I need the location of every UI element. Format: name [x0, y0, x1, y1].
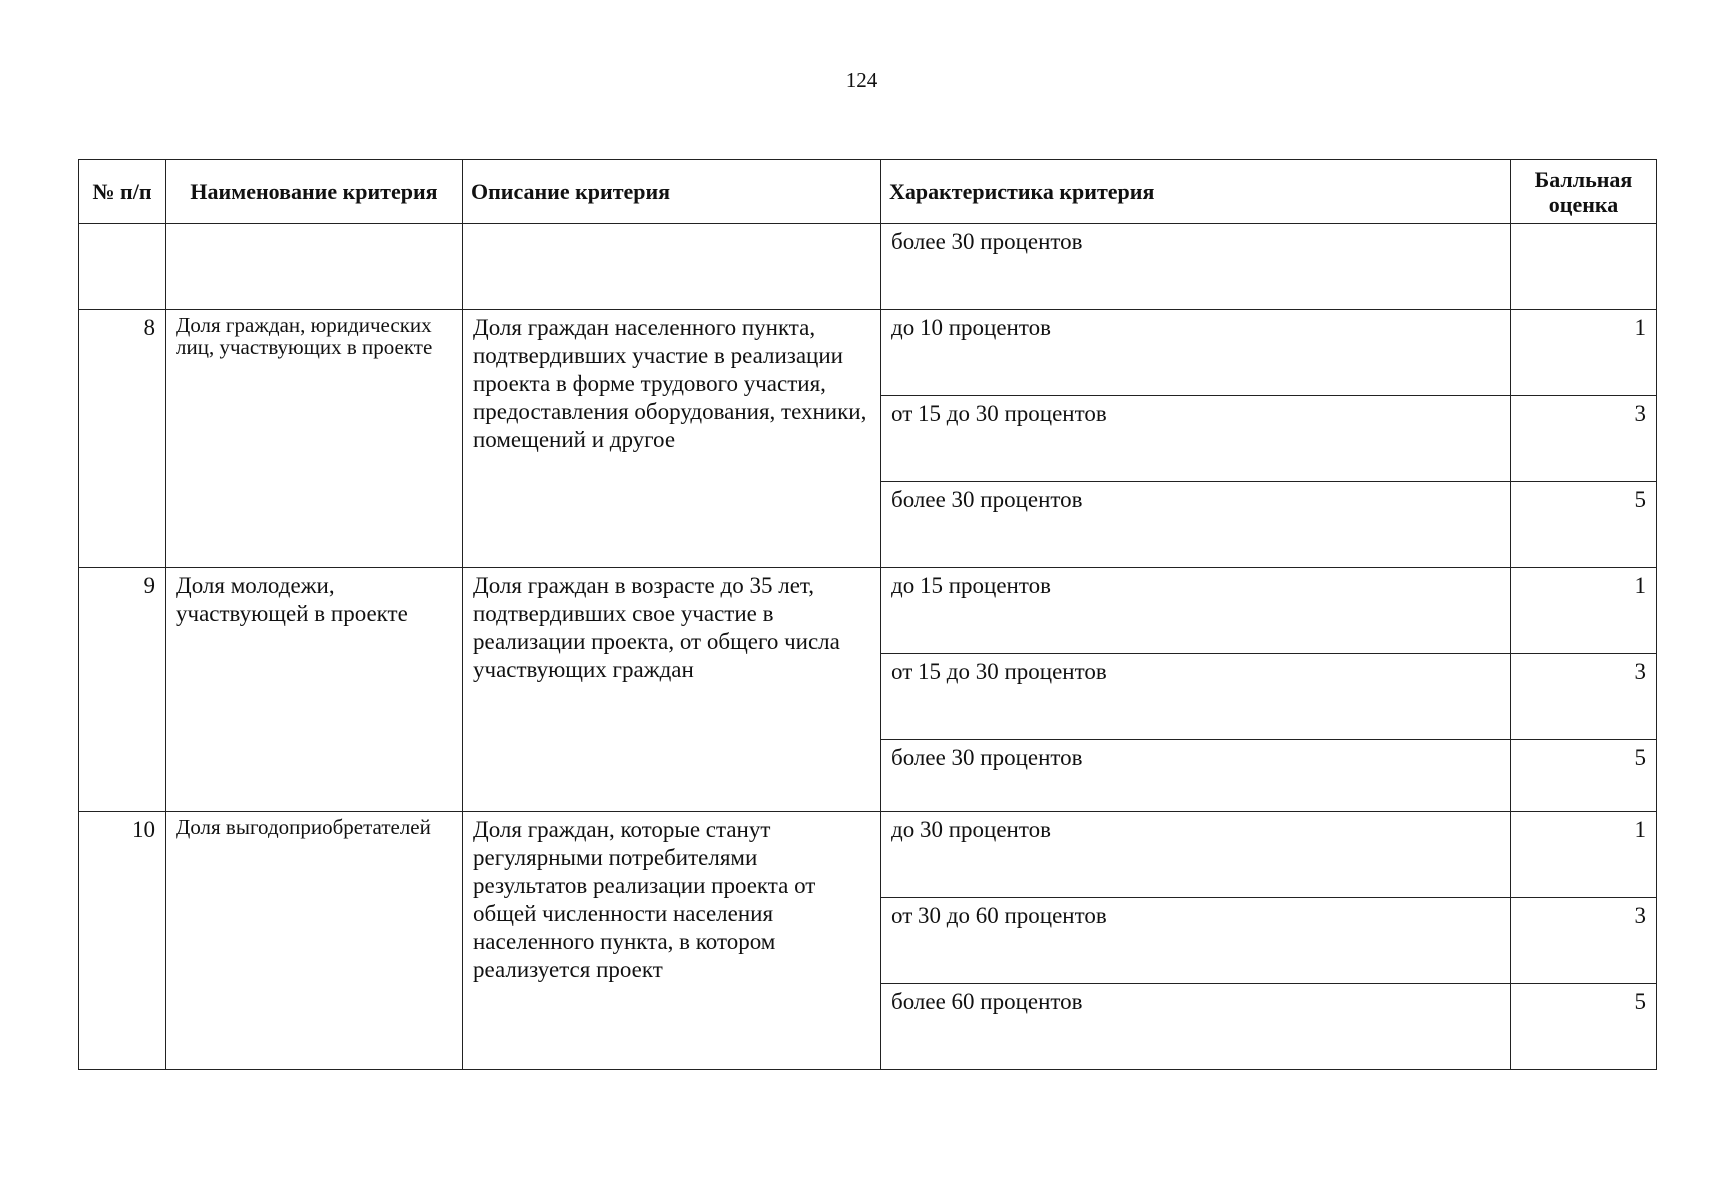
table-row: [79, 568, 1657, 654]
cell-num: 8: [79, 310, 166, 568]
criteria-table: [78, 159, 1657, 1070]
cell-num: 9: [79, 568, 166, 812]
cell-name: Доля выгодоприобретателей: [166, 812, 463, 1070]
cell-score: 3: [1511, 898, 1657, 984]
table-header-row: [79, 160, 1657, 224]
cell-empty: [79, 224, 166, 310]
header-num: № п/п: [79, 160, 166, 224]
cell-score: 3: [1511, 396, 1657, 482]
cell-description: Доля граждан населенного пункта, подтвердивших участие в реализации проекта в форме трудового участия, предоставления оборудования, техники, помещений и другое: [463, 310, 881, 568]
header-name: Наименование критерия: [166, 160, 463, 224]
table-row: [79, 224, 1657, 310]
cell-characteristic: более 30 процентов: [881, 740, 1511, 812]
cell-score: 5: [1511, 740, 1657, 812]
cell-description: Доля граждан, которые станут регулярными потребителями результатов реализации проекта от общей численности населения населенного пункта, в котором реализуется проект: [463, 812, 881, 1070]
cell-characteristic: до 10 процентов: [881, 310, 1511, 396]
cell-num: 10: [79, 812, 166, 1070]
cell-characteristic: от 30 до 60 процентов: [881, 898, 1511, 984]
cell-score: 5: [1511, 482, 1657, 568]
cell-characteristic: от 15 до 30 процентов: [881, 396, 1511, 482]
cell-score: 3: [1511, 654, 1657, 740]
cell-empty: [463, 224, 881, 310]
cell-empty: [1511, 224, 1657, 310]
cell-score: 5: [1511, 984, 1657, 1070]
page-number: 124: [845, 68, 878, 92]
table-row: [79, 310, 1657, 396]
header-characteristic: Характеристика критерия: [881, 160, 1511, 224]
cell-characteristic: более 30 процентов: [881, 224, 1511, 310]
header-description: Описание критерия: [463, 160, 881, 224]
cell-characteristic: от 15 до 30 процентов: [881, 654, 1511, 740]
header-score: Балльная оценка: [1511, 160, 1657, 224]
cell-name: Доля молодежи, участвующей в проекте: [166, 568, 463, 812]
cell-name: Доля граждан, юридических лиц, участвующих в проекте: [166, 310, 463, 568]
table-row: [79, 812, 1657, 898]
cell-characteristic: более 30 процентов: [881, 482, 1511, 568]
cell-characteristic: до 30 процентов: [881, 812, 1511, 898]
cell-empty: [166, 224, 463, 310]
cell-score: 1: [1511, 812, 1657, 898]
cell-characteristic: до 15 процентов: [881, 568, 1511, 654]
cell-score: 1: [1511, 310, 1657, 396]
cell-score: 1: [1511, 568, 1657, 654]
cell-characteristic: более 60 процентов: [881, 984, 1511, 1070]
cell-description: Доля граждан в возрасте до 35 лет, подтвердивших свое участие в реализации проекта, от общего числа участвующих граждан: [463, 568, 881, 812]
